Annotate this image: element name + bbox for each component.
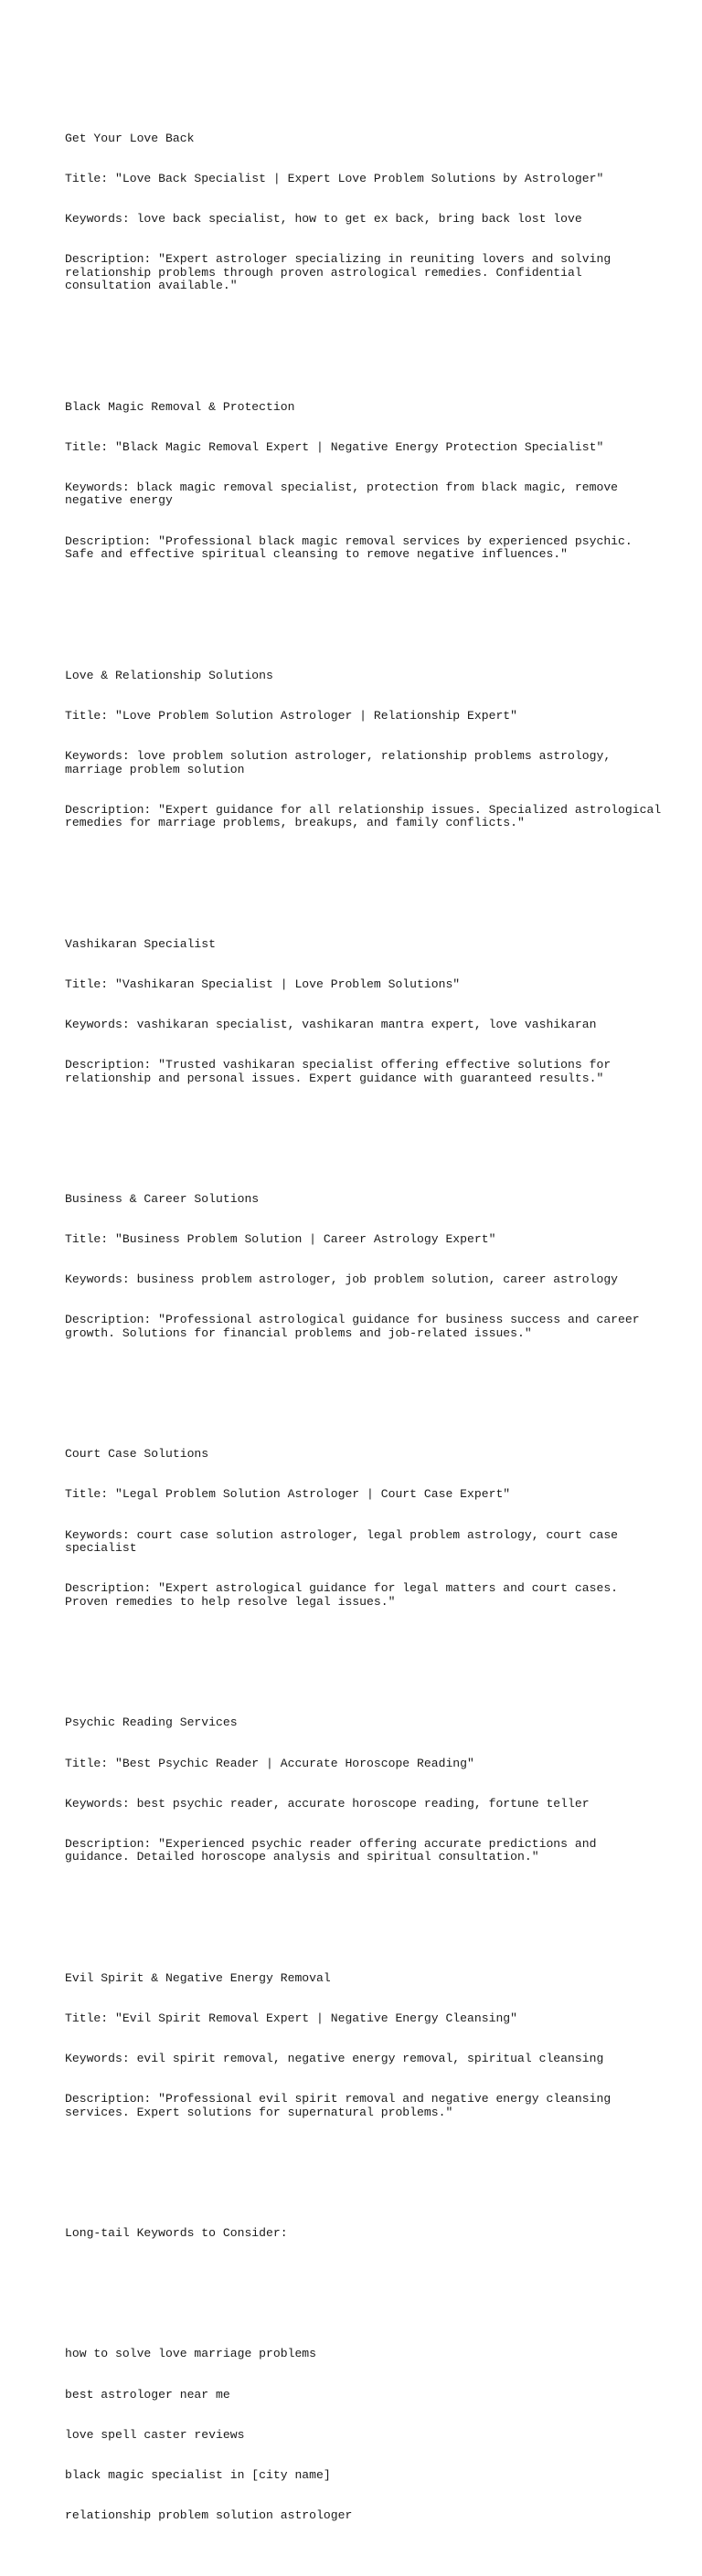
list-item: best astrologer near me (65, 2387, 230, 2402)
section-title: Title: "Business Problem Solution | Career Astrology Expert" (65, 1232, 496, 1247)
longtail-heading-block (65, 2201, 668, 2268)
section-love-relationship (65, 642, 668, 857)
section-description: Description: "Expert astrological guidance for legal matters and court cases. Proven remedies to help resolve legal issues." (65, 1581, 625, 1610)
document-body (65, 65, 668, 2576)
section-heading: Get Your Love Back (65, 131, 195, 145)
section-heading: Vashikaran Specialist (65, 936, 217, 951)
section-title: Title: "Vashikaran Specialist | Love Problem Solutions" (65, 977, 461, 991)
section-description: Description: "Professional astrological guidance for business success and career growth. Solutions for financial problems and job-related issues." (65, 1313, 647, 1341)
section-description: Description: "Experienced psychic reader offering accurate predictions and guidance. Detailed horoscope analysis and spiritual consultation." (65, 1836, 604, 1864)
section-description: Description: "Professional evil spirit removal and negative energy cleansing services. Expert solutions for supernatural problems." (65, 2092, 619, 2119)
section-keywords: Keywords: evil spirit removal, negative energy removal, spiritual cleansing (65, 2051, 604, 2065)
section-title: Title: "Evil Spirit Removal Expert | Negative Energy Cleansing" (65, 2011, 518, 2025)
section-heading: Love & Relationship Solutions (65, 668, 273, 682)
section-business-career (65, 1167, 668, 1368)
section-heading: Psychic Reading Services (65, 1716, 238, 1730)
section-keywords: Keywords: love problem solution astrologer, relationship problems astrology, marriage problem solution (65, 748, 619, 776)
longtail-keyword-list (65, 2321, 668, 2550)
longtail-heading: Long-tail Keywords to Consider: (65, 2226, 288, 2241)
section-title: Title: "Best Psychic Reader | Accurate Horoscope Reading" (65, 1756, 474, 1770)
section-keywords: Keywords: best psychic reader, accurate horoscope reading, fortune teller (65, 1796, 590, 1811)
list-item: love spell caster reviews (65, 2427, 245, 2442)
section-psychic-reading (65, 1690, 668, 1892)
section-title: Title: "Love Problem Solution Astrologer | Relationship Expert" (65, 708, 518, 723)
section-description: Description: "Expert astrologer specializing in reuniting lovers and solving relationship problems through proven astrological remedies. Confidential consultation available." (65, 251, 619, 293)
section-black-magic-removal (65, 374, 668, 588)
section-keywords: Keywords: vashikaran specialist, vashikaran mantra expert, love vashikaran (65, 1017, 597, 1031)
section-keywords: Keywords: love back specialist, how to get ex back, bring back lost love (65, 211, 582, 226)
section-description: Description: "Expert guidance for all relationship issues. Specialized astrological remedies for marriage problems, breakups, and family conflicts." (65, 802, 669, 830)
section-keywords: Keywords: black magic removal specialist, protection from black magic, remove negative energy (65, 480, 625, 508)
section-keywords: Keywords: court case solution astrologer, legal problem astrology, court case specialist (65, 1527, 625, 1556)
section-title: Title: "Legal Problem Solution Astrologer | Court Case Expert" (65, 1487, 511, 1502)
section-vashikaran (65, 911, 668, 1113)
section-heading: Evil Spirit & Negative Energy Removal (65, 1970, 331, 1985)
list-item: how to solve love marriage problems (65, 2347, 317, 2361)
section-title: Title: "Love Back Specialist | Expert Love Problem Solutions by Astrologer" (65, 171, 604, 185)
section-love-back (65, 105, 668, 320)
section-heading: Court Case Solutions (65, 1447, 209, 1462)
section-court-case (65, 1421, 668, 1636)
list-item: black magic specialist in [city name] (65, 2467, 331, 2482)
section-keywords: Keywords: business problem astrologer, job problem solution, career astrology (65, 1272, 619, 1287)
section-description: Description: "Trusted vashikaran specialist offering effective solutions for relationship and personal issues. Expert guidance with guaranteed results." (65, 1057, 619, 1085)
section-title: Title: "Black Magic Removal Expert | Negative Energy Protection Specialist" (65, 439, 604, 454)
section-evil-spirit-removal (65, 1945, 668, 2147)
list-item: relationship problem solution astrologer (65, 2507, 353, 2522)
section-heading: Black Magic Removal & Protection (65, 399, 295, 414)
section-description: Description: "Professional black magic removal services by experienced psychic. Safe and effective spiritual cleansing to remove negative influences." (65, 533, 640, 562)
section-heading: Business & Career Solutions (65, 1192, 260, 1206)
